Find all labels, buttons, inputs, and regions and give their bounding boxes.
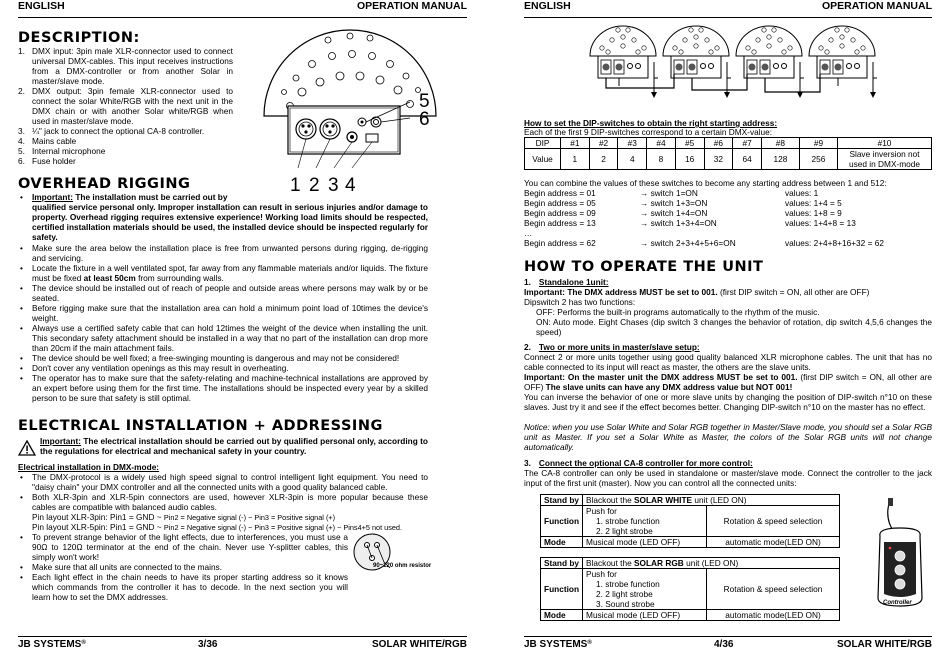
header-title: OPERATION MANUAL bbox=[356, 0, 467, 12]
figure-label-5: 5 bbox=[419, 91, 430, 112]
list-item: 2. DMX output: 3pin female XLR-connector used to connect the solar White/RGB with the next unit in the DMX chain or with another Solar white/RGB when used in master/slave mode. bbox=[18, 86, 233, 126]
dip-heading: How to set the DIP-switches to obtain the right starting address: bbox=[524, 118, 778, 128]
address-row: … bbox=[524, 228, 533, 238]
chain-unit bbox=[590, 26, 658, 98]
warning-icon bbox=[18, 440, 36, 456]
device-back-figure bbox=[262, 22, 442, 174]
table-row: Function Push for 1. strobe function 2. 2 light strobe 3. Sound strobe Rotation & speed selection bbox=[541, 569, 840, 610]
section-2-inverse: You can inverse the behavior of one or more slave units by changing the position of DIP-switch n°10 on these slaves. Just try it and see if the effect becomes better. Changing DIP-switch n°10 on the master has no effect. bbox=[524, 392, 932, 412]
table-row: Mode Musical mode (LED OFF) automatic mode(LED ON) bbox=[541, 537, 840, 548]
rigging-heading: OVERHEAD RIGGING bbox=[18, 176, 191, 192]
resistor-label: 90~120 ohm resistor bbox=[373, 563, 432, 569]
list-item: • The DMX-protocol is a widely used high speed signal to control intelligent light equipment. You need to "daisy chain" your DMX controller and all the connected units with a good quality balanced cable. bbox=[18, 472, 428, 492]
rigging-list bbox=[18, 192, 428, 202]
figure-label-3: 3 bbox=[328, 175, 339, 196]
ca8-controller-figure bbox=[872, 498, 930, 612]
figure-label-1: 1 bbox=[290, 175, 301, 196]
figure-label-4: 4 bbox=[345, 175, 356, 196]
list-item: • Before rigging make sure that the installation area can hold a minimum point load of 10times the device's weight. bbox=[18, 303, 428, 323]
section-2-notice: Notice: when you use Solar White and Solar RGB together in Master/Slave mode, you should set a Solar RGB unit as Master. If you set a Solar White as Master, the colors of the Solar RGB units will not change automatically. bbox=[524, 422, 932, 452]
table-row: Function Push for 1. strobe function 2. 2 light strobe Rotation & speed selection bbox=[541, 506, 840, 537]
footer-brand: JB SYSTEMS® bbox=[18, 639, 86, 650]
section-1-dipswitch: Dipswitch 2 has two functions: bbox=[524, 297, 636, 307]
page-header bbox=[524, 1, 932, 15]
header-rule bbox=[18, 17, 467, 18]
header-language: ENGLISH bbox=[524, 0, 571, 12]
list-item: • The operator has to make sure that the safety-relating and machine-technical installations are approved by an expert before using them for the first time. The installations should be inspected every year by a skilled person to be sure that safety is still optimal. bbox=[18, 373, 428, 403]
footer-brand: JB SYSTEMS® bbox=[524, 639, 592, 650]
list-item: 4. Mains cable bbox=[18, 136, 77, 146]
list-item: • Both XLR-3pin and XLR-5pin connectors are used, however XLR-3pin is more popular because these cables are compatible with balanced audio cables. bbox=[18, 492, 428, 512]
address-row: Begin address = 05 → switch 1+3=ON values: 1+4 = 5 bbox=[524, 198, 842, 208]
table-row: Mode Musical mode (LED OFF) automatic mode(LED ON) bbox=[541, 610, 840, 621]
list-item: • Important: The installation must be carried out by bbox=[18, 192, 428, 202]
footer-product: SOLAR WHITE/RGB bbox=[372, 639, 467, 650]
controller-table-rgb bbox=[540, 557, 840, 621]
list-item: • Make sure that all units are connected to the mains. bbox=[18, 562, 348, 572]
address-row: Begin address = 62 → switch 2+3+4+5+6=ON values: 2+4+8+16+32 = 62 bbox=[524, 238, 884, 248]
list-item: • To prevent strange behavior of the light effects, due to interferences, you must use a 90Ω to 120Ω terminator at the end of the chain. Never use Y-splitter cables, this simply won't work! bbox=[18, 532, 348, 562]
page-header bbox=[18, 1, 467, 15]
section-3-title: 3. Connect the optional CA-8 controller for more control: bbox=[524, 458, 753, 468]
address-row: Begin address = 13 → switch 1+3+4=ON values: 1+4+8 = 13 bbox=[524, 218, 856, 228]
section-2-important: Important: On the master unit the DMX address MUST be set to 001. (first DIP switch = ON, all other are OFF) The slave units can have any DMX address value but NOT 001! bbox=[524, 372, 932, 392]
address-row: Begin address = 09 → switch 1+4=ON values: 1+8 = 9 bbox=[524, 208, 842, 218]
chain-unit bbox=[736, 26, 804, 98]
section-2-title: 2. Two or more units in master/slave setup: bbox=[524, 342, 700, 352]
page-footer bbox=[18, 640, 467, 654]
list-item: 5. Internal microphone bbox=[18, 146, 106, 156]
list-item: • Each light effect in the chain needs to have its proper starting address so it knows which commands from the controller it has to decode. In the next section you will learn how to set the DMX addresses. bbox=[18, 572, 348, 602]
header-language: ENGLISH bbox=[18, 0, 65, 12]
table-row: DIP #1 #2 #3 #4 #5 #6 #7 #8 #9 #10 bbox=[525, 138, 932, 149]
address-row: Begin address = 01 → switch 1=ON values: 1 bbox=[524, 188, 819, 198]
dip-subheading: Each of the first 9 DIP-switches correspond to a certain DMX-value: bbox=[524, 127, 773, 137]
electrical-important: Important: The electrical installation should be carried out by qualified personal only, according to the regulations for electrical and mechanical safety in your country. bbox=[40, 436, 428, 456]
list-item: 1. DMX input: 3pin male XLR-connector used to connect universal DMX-cables. This input receives instructions from a DMX-controller or from another Solar in master/slave mode. bbox=[18, 46, 233, 86]
operate-heading: HOW TO OPERATE THE UNIT bbox=[524, 259, 764, 275]
rigging-list-2 bbox=[18, 243, 428, 403]
dmx-mode-subheading: Electrical installation in DMX-mode: bbox=[18, 462, 160, 472]
page-number: 4/36 bbox=[714, 639, 734, 650]
footer-rule bbox=[524, 636, 932, 637]
table-row: Stand by Blackout the SOLAR RGB unit (LED ON) bbox=[541, 558, 840, 569]
pin-layout-3pin: Pin layout XLR-3pin: Pin1 = GND ~ Pin2 = Negative signal (-) ~ Pin3 = Positive signal (+) bbox=[32, 512, 336, 522]
chain-unit bbox=[809, 26, 877, 98]
header-title: OPERATION MANUAL bbox=[821, 0, 932, 12]
page-footer bbox=[524, 640, 932, 654]
table-row: Value 1 2 4 8 16 32 64 128 256 Slave inversion not used in DMX-mode bbox=[525, 149, 932, 170]
address-examples bbox=[524, 188, 932, 248]
electrical-list-2 bbox=[18, 532, 348, 602]
list-item: • Always use a certified safety cable that can hold 12times the weight of the device when installing the unit. This secondary safety attachment should be installed in a way that no part of the installation can drop more than 20cm if the main attachment fails. bbox=[18, 323, 428, 353]
description-list bbox=[18, 46, 233, 166]
list-item: • Make sure the area below the installation place is free from unwanted persons during rigging, de-rigging and servicing. bbox=[18, 243, 428, 263]
table-row: Stand by Blackout the SOLAR WHITE unit (LED ON) bbox=[541, 495, 840, 506]
description-heading: DESCRIPTION: bbox=[18, 30, 140, 46]
section-3-text: The CA-8 controller can only be used in standalone or master/slave mode. Connect the controller to the jack input of the first unit (master). Now you can control all the connected units: bbox=[524, 468, 932, 488]
list-item: • Don't cover any ventilation openings as this may result in overheating. bbox=[18, 363, 428, 373]
pin-layout-5pin: Pin layout XLR-5pin: Pin1 = GND ~ Pin2 = Negative signal (-) ~ Pin3 = Positive signal (+) ~ Pins4+5 not used. bbox=[32, 522, 402, 532]
list-item: • Locate the fixture in a well ventilated spot, far away from any flammable materials and/or liquids. The fixture must be fixed at least 50cm from surrounding walls. bbox=[18, 263, 428, 283]
list-item: 6. Fuse holder bbox=[18, 156, 76, 166]
rigging-important-text: qualified service personal only. Improper installation can result in serious injuries and/or damage to property. Overhead rigging requires extensive experience! Working load limits should be respected, certified installation materials should be used, the installed device should be inspected regularly for safety. bbox=[32, 202, 428, 242]
footer-rule bbox=[18, 636, 467, 637]
footer-product: SOLAR WHITE/RGB bbox=[837, 639, 932, 650]
electrical-heading: ELECTRICAL INSTALLATION + ADDRESSING bbox=[18, 418, 383, 434]
list-item: • The device should be well fixed; a free-swinging mounting is dangerous and may not be considered! bbox=[18, 353, 428, 363]
dip-table bbox=[524, 137, 932, 170]
section-2-text: Connect 2 or more units together using good quality balanced XLR microphone cables. The unit that has no cable connected to its input will react as master, the others are the slave units. bbox=[524, 352, 932, 372]
combine-text: You can combine the values of these switches to become any starting address between 1 and 512: bbox=[524, 178, 887, 188]
page-number: 3/36 bbox=[198, 639, 218, 650]
dmx-chain-figure bbox=[588, 22, 888, 114]
figure-label-2: 2 bbox=[309, 175, 320, 196]
section-1-important: Important: The DMX address MUST be set to 001. (first DIP switch = ON, all other are OFF) bbox=[524, 287, 870, 297]
section-1-title: 1. Standalone 1unit: bbox=[524, 277, 609, 287]
section-1-off: OFF: Performs the built-in programs automatically to the rhythm of the music. bbox=[536, 307, 820, 317]
list-item: 3. ¼" jack to connect the optional CA-8 controller. bbox=[18, 126, 205, 136]
list-item: • The device should be installed out of reach of people and outside areas where persons may walk by or be seated. bbox=[18, 283, 428, 303]
header-rule bbox=[524, 17, 932, 18]
right-page bbox=[478, 0, 950, 654]
controller-label: Controller bbox=[883, 600, 912, 606]
section-1-on: ON: Auto mode. Eight Chases (dip switch 3 changes the behavior of rotation, dip switch 4,5,6 changes the speed) bbox=[536, 317, 932, 337]
controller-table-white bbox=[540, 494, 840, 548]
electrical-list bbox=[18, 472, 428, 512]
figure-label-6: 6 bbox=[419, 109, 430, 130]
chain-unit bbox=[663, 26, 731, 98]
